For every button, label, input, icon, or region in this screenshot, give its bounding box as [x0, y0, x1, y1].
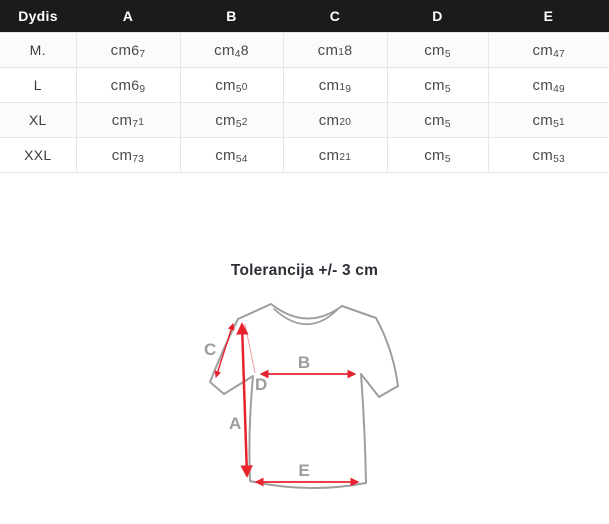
measurement-value: cm5 — [387, 103, 488, 138]
size-label: L — [0, 68, 76, 103]
measurement-value: cm18 — [283, 33, 387, 68]
measurement-value: cm20 — [283, 103, 387, 138]
table-row-xxl — [0, 138, 609, 173]
label-e: E — [297, 461, 310, 480]
tolerance-note: Tolerancija +/- 3 cm — [230, 262, 379, 279]
measurement-value: cm5 — [387, 138, 488, 173]
measurement-value: cm69 — [76, 68, 180, 103]
tshirt-measurement-diagram — [185, 283, 425, 524]
label-b: B — [297, 353, 310, 372]
measurement-value: cm73 — [76, 138, 180, 173]
measurement-value: cm52 — [180, 103, 283, 138]
measurement-value: cm51 — [488, 103, 609, 138]
label-c: C — [203, 340, 216, 359]
measurement-value: cm5 — [387, 33, 488, 68]
measurement-value: cm71 — [76, 103, 180, 138]
size-label: M. — [0, 33, 76, 68]
size-label: XXL — [0, 138, 76, 173]
measurement-value: cm48 — [180, 33, 283, 68]
column-header-e: E — [488, 0, 609, 33]
size-label: XL — [0, 103, 76, 138]
size-table — [0, 0, 609, 173]
measurement-value: cm47 — [488, 33, 609, 68]
tshirt-diagram-svg — [185, 283, 425, 519]
measurement-value: cm50 — [180, 68, 283, 103]
table-row-l — [0, 68, 609, 103]
column-header-a: A — [76, 0, 180, 33]
measurement-value: cm54 — [180, 138, 283, 173]
line-d — [245, 324, 255, 373]
label-a: A — [228, 414, 241, 433]
column-header-c: C — [283, 0, 387, 33]
measurement-arrows — [216, 324, 358, 482]
measurement-value: cm5 — [387, 68, 488, 103]
size-table-header-row — [0, 0, 609, 33]
label-d: D — [254, 375, 267, 394]
dimension-labels — [204, 340, 310, 480]
column-header-d: D — [387, 0, 488, 33]
arrow-a — [242, 324, 247, 476]
table-row-xl — [0, 103, 609, 138]
arrow-c — [216, 324, 233, 377]
measurement-value: cm53 — [488, 138, 609, 173]
measurement-value: cm21 — [283, 138, 387, 173]
column-header-b: B — [180, 0, 283, 33]
column-header-dydis: Dydis — [0, 0, 76, 33]
measurement-value: cm67 — [76, 33, 180, 68]
table-row-m — [0, 33, 609, 68]
measurement-value: cm19 — [283, 68, 387, 103]
measurement-value: cm49 — [488, 68, 609, 103]
